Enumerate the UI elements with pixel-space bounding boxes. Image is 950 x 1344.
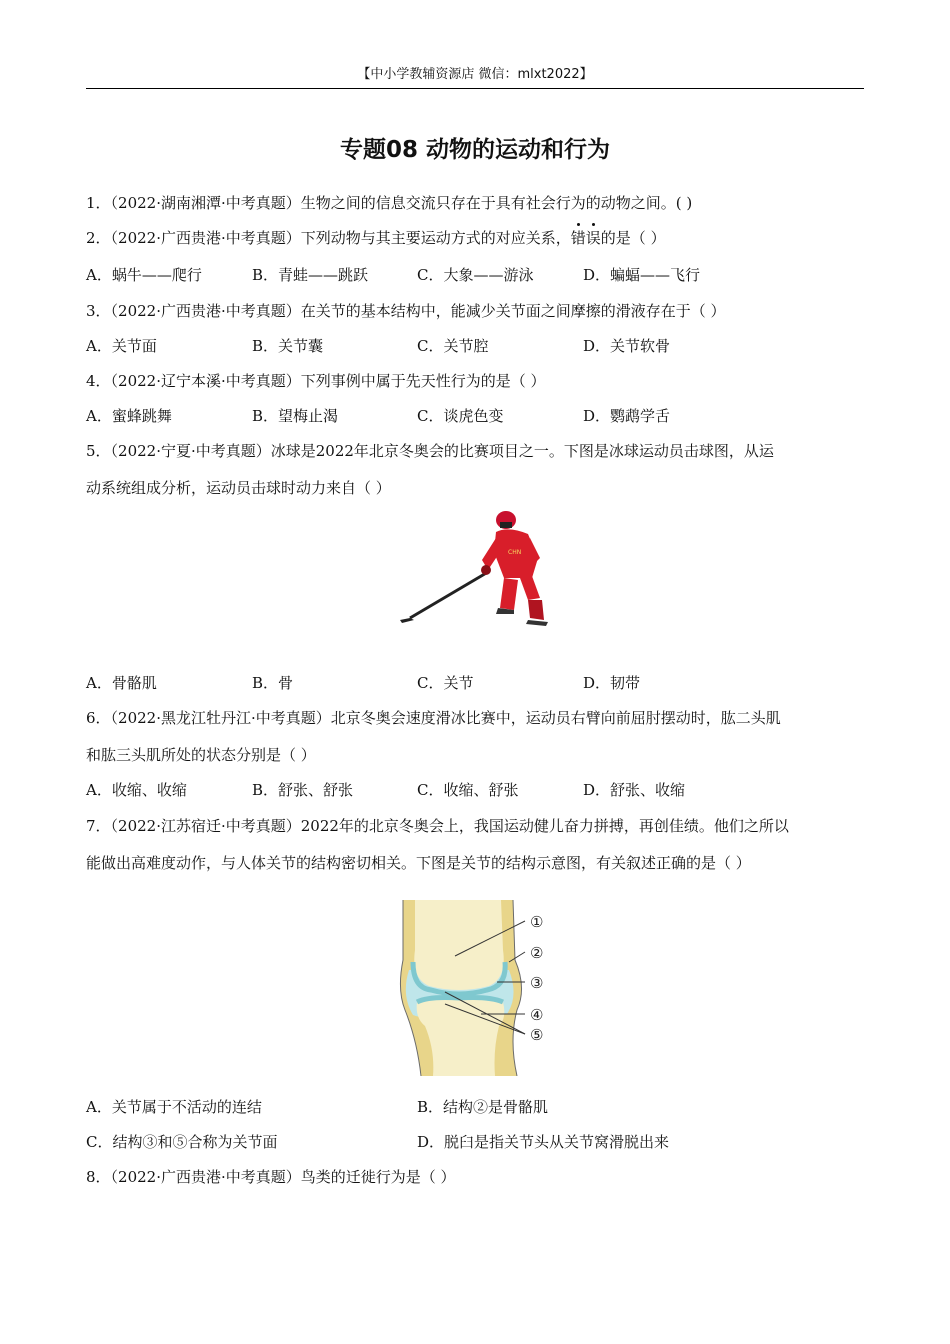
option-d[interactable]: D．舒张、收缩 xyxy=(583,781,686,799)
joint-diagram xyxy=(385,900,555,1076)
hockey-player-image xyxy=(396,508,556,632)
option-c[interactable]: C．大象——游泳 xyxy=(417,266,534,284)
page-header: 【中小学教辅资源店 微信：mlxt2022】 xyxy=(86,66,864,89)
svg-text:CHN: CHN xyxy=(508,549,522,556)
option-b[interactable]: B．舒张、舒张 xyxy=(252,781,354,799)
option-a[interactable]: A．关节面 xyxy=(86,337,157,355)
question-7-line-2: 能做出高难度动作，与人体关节的结构密切相关。下图是关节的结构示意图，有关叙述正确的是（ ） xyxy=(86,854,751,872)
option-d[interactable]: D．鹦鹉学舌 xyxy=(583,407,671,425)
option-c[interactable]: C．谈虎色变 xyxy=(417,407,504,425)
label-3: ③ xyxy=(530,974,544,992)
option-a[interactable]: A．收缩、收缩 xyxy=(86,781,187,799)
option-a[interactable]: A．蜗牛——爬行 xyxy=(86,266,202,284)
option-d[interactable]: D．蝙蝠——飞行 xyxy=(583,266,701,284)
option-b[interactable]: B．关节囊 xyxy=(252,337,324,355)
option-c[interactable]: C．收缩、舒张 xyxy=(417,781,519,799)
question-6-line-2: 和肱三头肌所处的状态分别是（ ） xyxy=(86,746,316,764)
label-4: ④ xyxy=(530,1006,544,1024)
question-6-line-1: 6．（2022·黑龙江牡丹江·中考真题）北京冬奥会速度滑冰比赛中，运动员右臂向前屈肘摆动时，肱二头肌 xyxy=(86,709,781,727)
question-1: 1．（2022·湖南湘潭·中考真题）生物之间的信息交流只存在于具有社会行为的动物之间。( ) xyxy=(86,194,693,212)
option-b[interactable]: B．望梅止渴 xyxy=(252,407,339,425)
emphasis-char: 错 xyxy=(570,229,586,247)
question-2 xyxy=(86,227,866,249)
question-8: 8．（2022·广西贵港·中考真题）鸟类的迁徙行为是（ ） xyxy=(86,1168,456,1186)
label-1: ① xyxy=(530,913,544,931)
question-5-line-1: 5．（2022·宁夏·中考真题）冰球是2022年北京冬奥会的比赛项目之一。下图是冰球运动员击球图，从运 xyxy=(86,442,774,460)
question-2-stem: 2．（2022·广西贵港·中考真题）下列动物与其主要运动方式的对应关系， xyxy=(86,229,571,247)
question-3: 3．（2022·广西贵港·中考真题）在关节的基本结构中，能减少关节面之间摩擦的滑液存在于（ ） xyxy=(86,302,726,320)
option-c[interactable]: C．关节 xyxy=(417,674,474,692)
option-d[interactable]: D．脱臼是指关节头从关节窝滑脱出来 xyxy=(417,1133,670,1151)
option-a[interactable]: A．蜜蜂跳舞 xyxy=(86,407,172,425)
label-2: ② xyxy=(530,944,544,962)
option-c[interactable]: C．结构③和⑤合称为关节面 xyxy=(86,1133,278,1151)
question-4: 4．（2022·辽宁本溪·中考真题）下列事例中属于先天性行为的是（ ） xyxy=(86,372,546,390)
option-a[interactable]: A．关节属于不活动的连结 xyxy=(86,1098,262,1116)
label-5: ⑤ xyxy=(530,1026,544,1044)
option-a[interactable]: A．骨骼肌 xyxy=(86,674,157,692)
question-5-line-2: 动系统组成分析，运动员击球时动力来自（ ） xyxy=(86,479,391,497)
option-d[interactable]: D．关节软骨 xyxy=(583,337,671,355)
question-2-tail: 的是（ ） xyxy=(600,229,666,247)
emphasis-char: 误 xyxy=(585,229,601,247)
page-title: 专题08 动物的运动和行为 xyxy=(339,137,610,163)
option-c[interactable]: C．关节腔 xyxy=(417,337,489,355)
option-d[interactable]: D．韧带 xyxy=(583,674,641,692)
question-7-line-1: 7．（2022·江苏宿迁·中考真题）2022年的北京冬奥会上，我国运动健儿奋力拼搏，再创佳绩。他们之所以 xyxy=(86,817,789,835)
option-b[interactable]: B．青蛙——跳跃 xyxy=(252,266,369,284)
option-b[interactable]: B．结构②是骨骼肌 xyxy=(417,1098,549,1116)
option-b[interactable]: B．骨 xyxy=(252,674,294,692)
